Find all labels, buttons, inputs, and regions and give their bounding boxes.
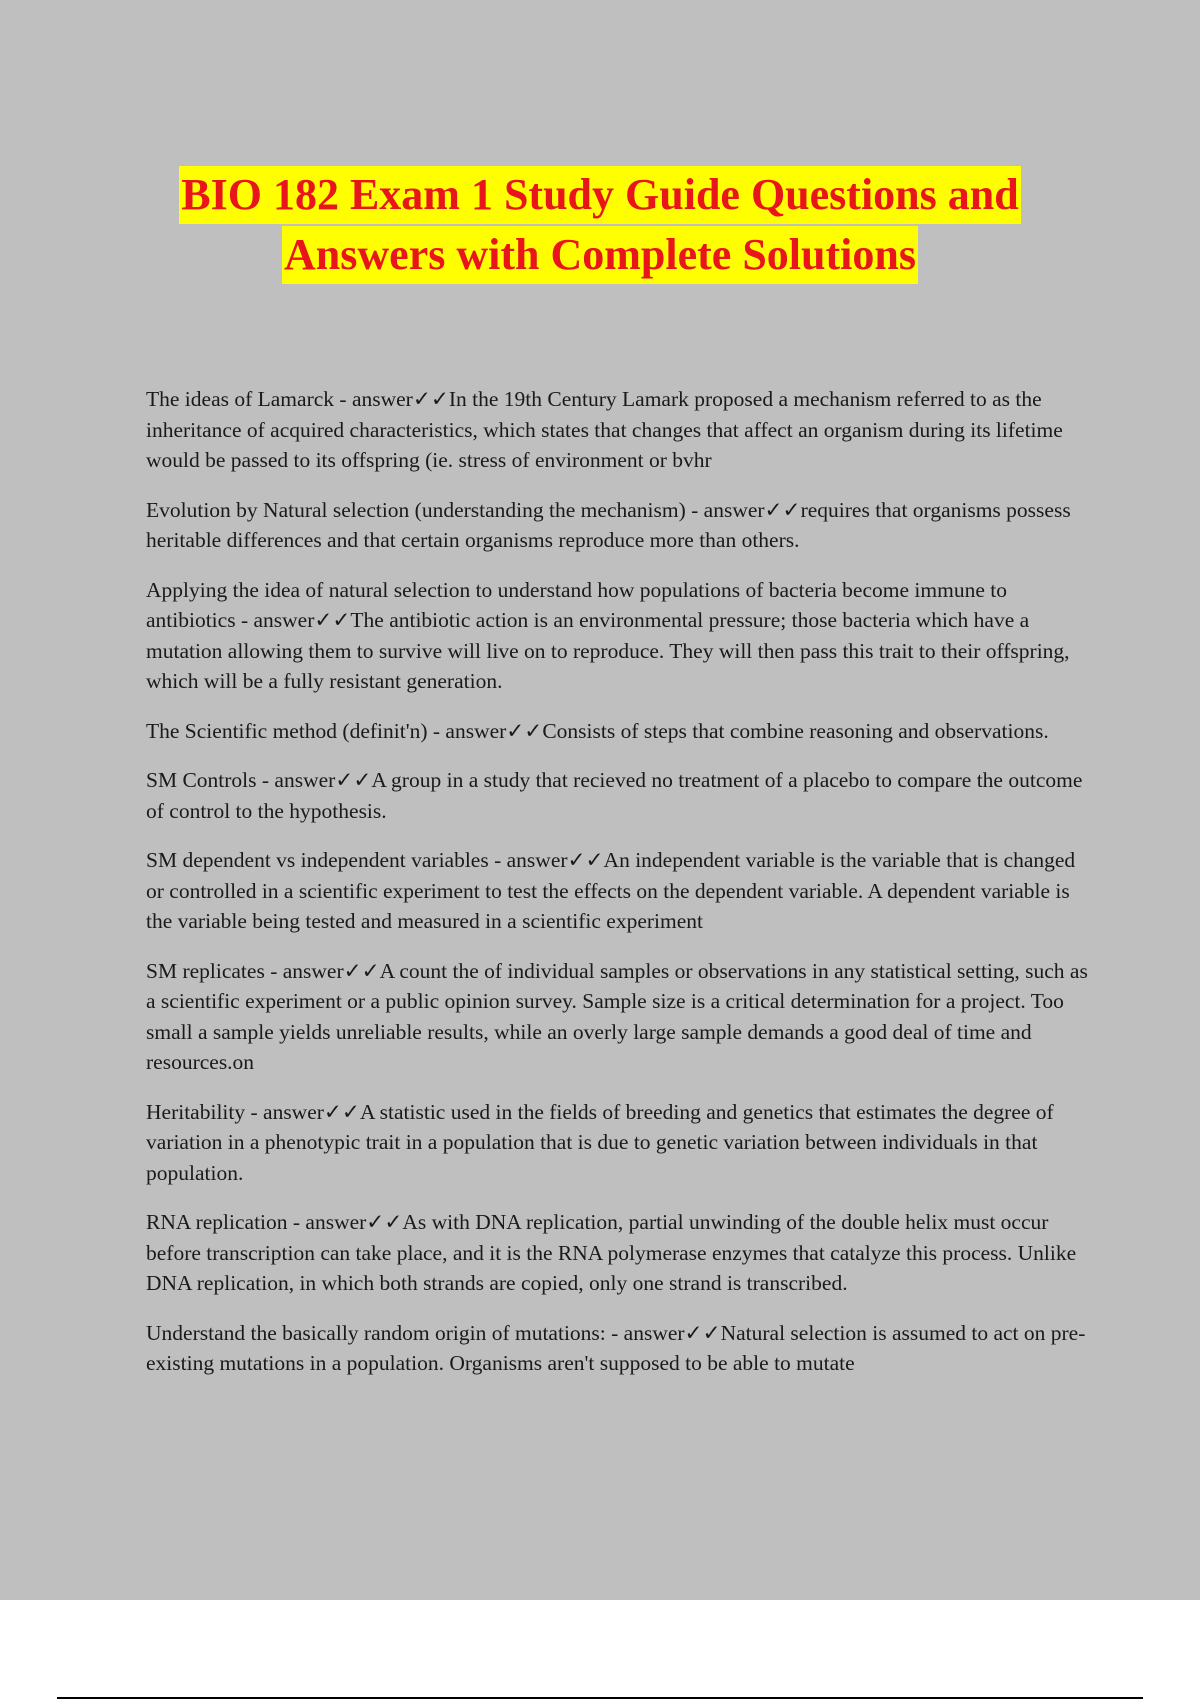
qa-entry-random-mutations: Understand the basically random origin of mutations: - answer✓✓Natural selection is assumed to act on pre-existing mutations in a population. Organisms aren't supposed to be able to mutate xyxy=(146,1320,1086,1375)
document-title xyxy=(0,166,1200,284)
qa-entry-sm-controls: SM Controls - answer✓✓A group in a study that recieved no treatment of a placebo to compare the outcome of control to the hypothesis. xyxy=(146,768,1083,823)
qa-entry-heritability: Heritability - answer✓✓A statistic used in the fields of breeding and genetics that estimates the degree of variation in a phenotypic trait in a population that is due to genetic variation between individuals in that population. xyxy=(146,1099,1054,1185)
title-line-2: Answers with Complete Solutions xyxy=(282,226,918,284)
qa-entry-lamarck: The ideas of Lamarck - answer✓✓In the 19th Century Lamark proposed a mechanism referred to as the inheritance of acquired characteristics, which states that changes that affect an organism during its lifetime would be passed to its offspring (ie. stress of environment or bvhr xyxy=(146,387,1063,472)
qa-entry-antibiotic-resistance: Applying the idea of natural selection to understand how populations of bacteria become immune to antibiotics - answer✓✓The antibiotic action is an environmental pressure; those bacteria which have a mutation allowing them to survive will live on to reproduce. They will then pass this trait to their offspring, which will be a fully resistant generation. xyxy=(146,577,1070,693)
qa-entry-sm-replicates: SM replicates - answer✓✓A count the of individual samples or observations in any statistical setting, such as a scientific experiment or a public opinion survey. Sample size is a critical determination for a project. Too small a sample yields unreliable results, while an overly large sample demands a good deal of time and resources.on xyxy=(146,958,1088,1074)
qa-entry-rna-replication: RNA replication - answer✓✓As with DNA replication, partial unwinding of the double helix must occur before transcription can take place, and it is the RNA polymerase enzymes that catalyze this process. Unlike DNA replication, in which both strands are copied, only one strand is transcribed. xyxy=(146,1210,1077,1295)
qa-entry-natural-selection: Evolution by Natural selection (understanding the mechanism) - answer✓✓requires that organisms possess heritable differences and that certain organisms reproduce more than others. xyxy=(146,497,1071,552)
qa-list xyxy=(146,384,1090,1398)
qa-entry-sm-variables: SM dependent vs independent variables - answer✓✓An independent variable is the variable that is changed or controlled in a scientific experiment to test the effects on the dependent variable. A dependent variable is the variable being tested and measured in a scientific experiment xyxy=(146,848,1076,933)
qa-entry-scientific-method: The Scientific method (definit'n) - answer✓✓Consists of steps that combine reasoning and observations. xyxy=(146,718,1049,743)
footer-divider xyxy=(57,1697,1143,1699)
title-line-1: BIO 182 Exam 1 Study Guide Questions and xyxy=(179,166,1020,224)
